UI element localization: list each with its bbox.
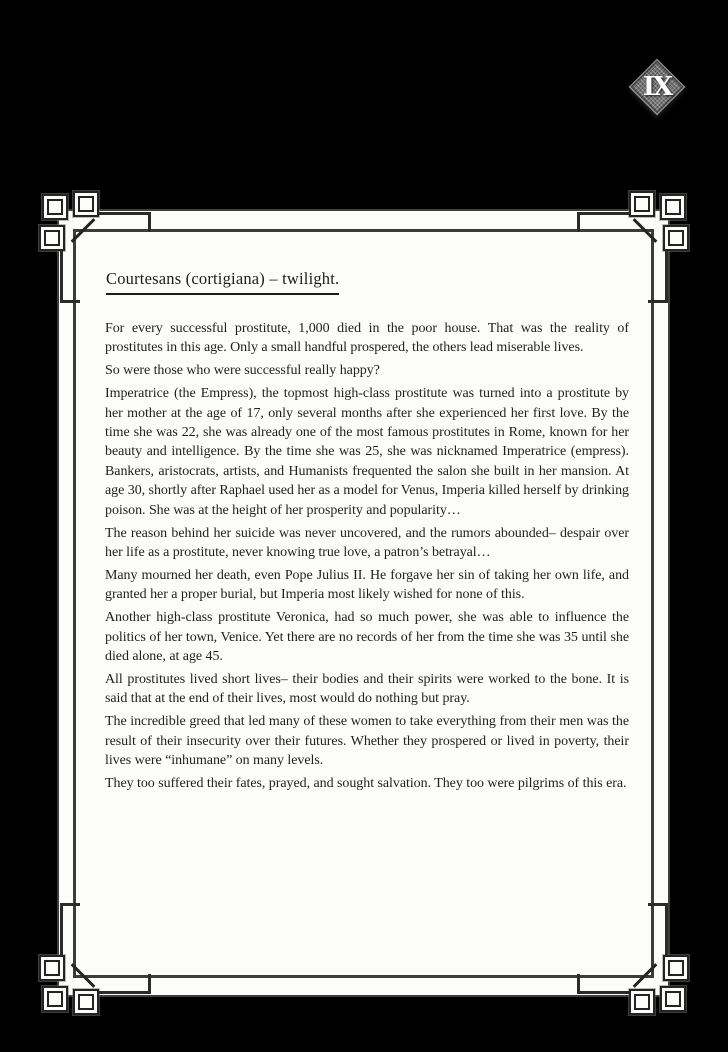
ornament-step-line: [148, 974, 151, 994]
ornament-diagonal: [633, 963, 658, 988]
ornament-step-line: [99, 991, 151, 994]
paragraph: The reason behind her suicide was never uncovered, and the rumors abounded– despair over her life as a prostitute, never knowing true love, a patron’s betrayal…: [105, 525, 629, 560]
ornament-step-line: [60, 903, 80, 906]
ornament-step-line: [665, 903, 668, 955]
paragraph: Another high-class prostitute Veronica, had so much power, she was able to influence the politics of her town, Venice. Yet there are no records of her from the time she was 35 until she died alone, at age 45.: [105, 610, 629, 664]
ornament-step-line: [577, 991, 629, 994]
ornament-step-line: [148, 212, 151, 232]
page-number: IX: [642, 72, 672, 102]
ornament-step-line: [60, 903, 63, 955]
ornament-step-line: [60, 251, 63, 303]
ornament-step-line: [60, 300, 80, 303]
paragraph: So were those who were successful really happy?: [105, 363, 380, 379]
paragraph: Imperatrice (the Empress), the topmost high-class prostitute was turned into a prostitute by her mother at the age of 17, only several months after she experienced her first love. By the time she was 22, she was already one of the most famous prostitutes in Rome, known for her beauty and intelligence. By the time she was 25, she was nicknamed Imperatrice (empress). Bankers, aristocrats, artists, and Humanists frequented the salon she built in her mansion. At age 30, shortly after Raphael used her as a model for Venus, Imperia killed herself by drinking poison. She was at the height of her prosperity and popularity…: [105, 386, 629, 518]
ornament-diagonal: [633, 218, 658, 243]
ornament-step-line: [577, 212, 580, 232]
paragraph: All prostitutes lived short lives– their bodies and their spirits were worked to the bone. It is said that at the end of their lives, most would do nothing but pray.: [105, 671, 629, 707]
ornament-square: [634, 994, 650, 1010]
ornament-diagonal: [71, 963, 96, 988]
ornament-square: [668, 230, 684, 246]
ornament-square: [78, 994, 94, 1010]
ornament-square: [47, 199, 63, 215]
corner-ornament-top-right: [557, 193, 687, 323]
page-number-badge: [637, 67, 677, 107]
paragraph: Many mourned her death, even Pope Julius II. He forgave her sin of taking her own life, and granted her a proper burial, but Imperia most likely wished for none of this.: [105, 567, 629, 603]
ornament-step-line: [577, 212, 629, 215]
ornament-square: [665, 991, 681, 1007]
ornament-square: [665, 199, 681, 215]
ornament-square: [78, 196, 94, 212]
ornament-step-line: [665, 251, 668, 303]
ornament-step-line: [648, 300, 668, 303]
corner-ornament-bottom-right: [557, 883, 687, 1013]
ornament-step-line: [648, 903, 668, 906]
body-text: [105, 319, 629, 797]
ornament-diagonal: [71, 218, 96, 243]
corner-ornament-top-left: [41, 193, 171, 323]
ornament-square: [634, 196, 650, 212]
ornament-square: [44, 960, 60, 976]
ornament-step-line: [99, 212, 151, 215]
ornament-step-line: [577, 974, 580, 994]
paragraph: They too suffered their fates, prayed, and sought salvation. They too were pilgrims of this era.: [105, 775, 627, 791]
ornament-square: [47, 991, 63, 1007]
section-title: Courtesans (cortigiana) – twilight.: [106, 269, 339, 295]
paragraph: For every successful prostitute, 1,000 died in the poor house. That was the reality of prostitutes in this age. Only a small handful prospered, the others lead miserable lives.: [105, 321, 629, 356]
ornament-square: [668, 960, 684, 976]
ornament-square: [44, 230, 60, 246]
paragraph: The incredible greed that led many of these women to take everything from their men was the result of their insecurity over their futures. Whether they prospered or lived in poverty, their lives were “inhumane” on many levels.: [105, 714, 629, 769]
corner-ornament-bottom-left: [41, 883, 171, 1013]
